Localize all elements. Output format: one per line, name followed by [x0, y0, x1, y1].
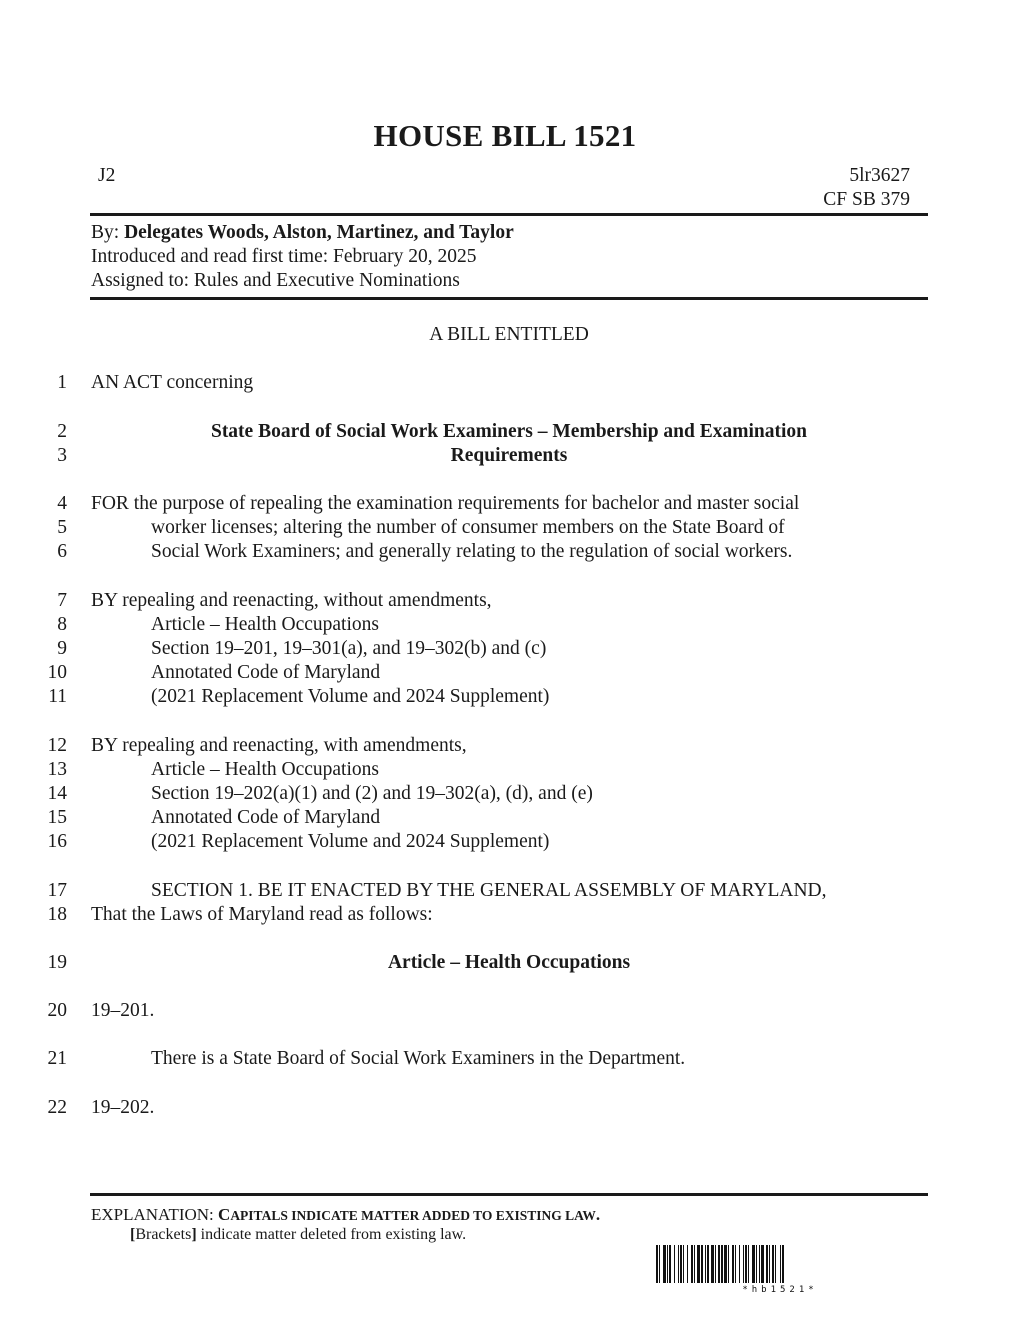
line-text: SECTION 1. BE IT ENACTED BY THE GENERAL ASSEMBLY OF MARYLAND,	[151, 880, 827, 901]
bill-entitled-heading: A BILL ENTITLED	[429, 324, 589, 345]
cross-file: CF SB 379	[823, 189, 910, 210]
line-number: 14	[47, 783, 67, 804]
barcode-text: *hb1521*	[742, 1285, 818, 1295]
bracket-rest: indicate matter deleted from existing law.	[196, 1226, 467, 1243]
bill-title: HOUSE BILL 1521	[373, 118, 637, 153]
line-text: There is a State Board of Social Work Examiners in the Department.	[151, 1048, 686, 1069]
line-text: Annotated Code of Maryland	[151, 807, 381, 828]
by-label: By:	[91, 222, 120, 243]
subject-code: J2	[98, 165, 116, 186]
sponsor-line	[91, 221, 514, 245]
line-number: 8	[57, 614, 67, 635]
line-text: That the Laws of Maryland read as follows:	[91, 904, 433, 925]
brackets-line	[130, 1225, 466, 1245]
bracket-open: [	[130, 1226, 136, 1243]
line-number: 9	[57, 638, 67, 659]
line-number: 6	[57, 541, 67, 562]
explanation-line	[91, 1204, 600, 1227]
line-text: Section 19–201, 19–301(a), and 19–302(b) and (c)	[151, 638, 547, 659]
line-text: Section 19–202(a)(1) and (2) and 19–302(a), (d), and (e)	[151, 783, 593, 804]
section-number: 19–201.	[91, 1000, 155, 1021]
line-number: 15	[47, 807, 67, 828]
line-number: 11	[48, 686, 67, 707]
caps-initial: C	[218, 1205, 231, 1224]
line-number: 4	[57, 493, 67, 514]
line-number: 17	[47, 880, 67, 901]
act-title: State Board of Social Work Examiners – Membership and Examination	[210, 421, 808, 442]
line-text: Annotated Code of Maryland	[151, 662, 381, 683]
barcode-bar	[782, 1245, 784, 1283]
line-number: 18	[47, 904, 67, 925]
sponsor-names: Delegates Woods, Alston, Martinez, and Taylor	[124, 222, 514, 243]
line-text: Article – Health Occupations	[151, 614, 379, 635]
line-number: 22	[47, 1097, 67, 1118]
line-number: 3	[57, 445, 67, 466]
footer-rule	[90, 1193, 928, 1196]
caps-period: .	[595, 1205, 601, 1224]
explanation-label: EXPLANATION:	[91, 1205, 214, 1224]
line-number: 7	[57, 590, 67, 611]
barcode-icon	[656, 1245, 904, 1283]
article-heading: Article – Health Occupations	[387, 952, 631, 973]
line-text: (2021 Replacement Volume and 2024 Supplement)	[151, 831, 550, 852]
act-title-cont: Requirements	[450, 445, 568, 466]
line-text: Article – Health Occupations	[151, 759, 379, 780]
line-number: 16	[47, 831, 67, 852]
drafting-number: 5lr3627	[849, 165, 910, 186]
bracket-word: Brackets	[135, 1226, 192, 1243]
assigned-line: Assigned to: Rules and Executive Nominations	[91, 270, 460, 291]
line-text: BY repealing and reenacting, without amendments,	[91, 590, 492, 611]
line-text: Social Work Examiners; and generally relating to the regulation of social workers.	[151, 541, 793, 562]
line-text: BY repealing and reenacting, with amendments,	[91, 735, 467, 756]
line-text: worker licenses; altering the number of consumer members on the State Board of	[151, 517, 785, 538]
bracket-close: ]	[191, 1226, 197, 1243]
line-text: FOR the purpose of repealing the examination requirements for bachelor and master social	[91, 493, 800, 514]
line-number: 12	[47, 735, 67, 756]
line-number: 5	[57, 517, 67, 538]
line-number: 13	[47, 759, 67, 780]
line-number: 2	[57, 421, 67, 442]
section-number: 19–202.	[91, 1097, 155, 1118]
header-rule-top	[90, 213, 928, 216]
line-text: (2021 Replacement Volume and 2024 Supplement)	[151, 686, 550, 707]
header-rule-bottom	[90, 297, 928, 300]
line-number: 20	[47, 1000, 67, 1021]
line-number: 19	[47, 952, 67, 973]
introduced-line: Introduced and read first time: February 20, 2025	[91, 246, 477, 267]
line-number: 10	[47, 662, 67, 683]
line-number: 1	[57, 372, 67, 393]
line-text: AN ACT concerning	[91, 372, 254, 393]
line-number: 21	[47, 1048, 67, 1069]
caps-text: APITALS INDICATE MATTER ADDED TO EXISTING LAW	[230, 1208, 596, 1223]
